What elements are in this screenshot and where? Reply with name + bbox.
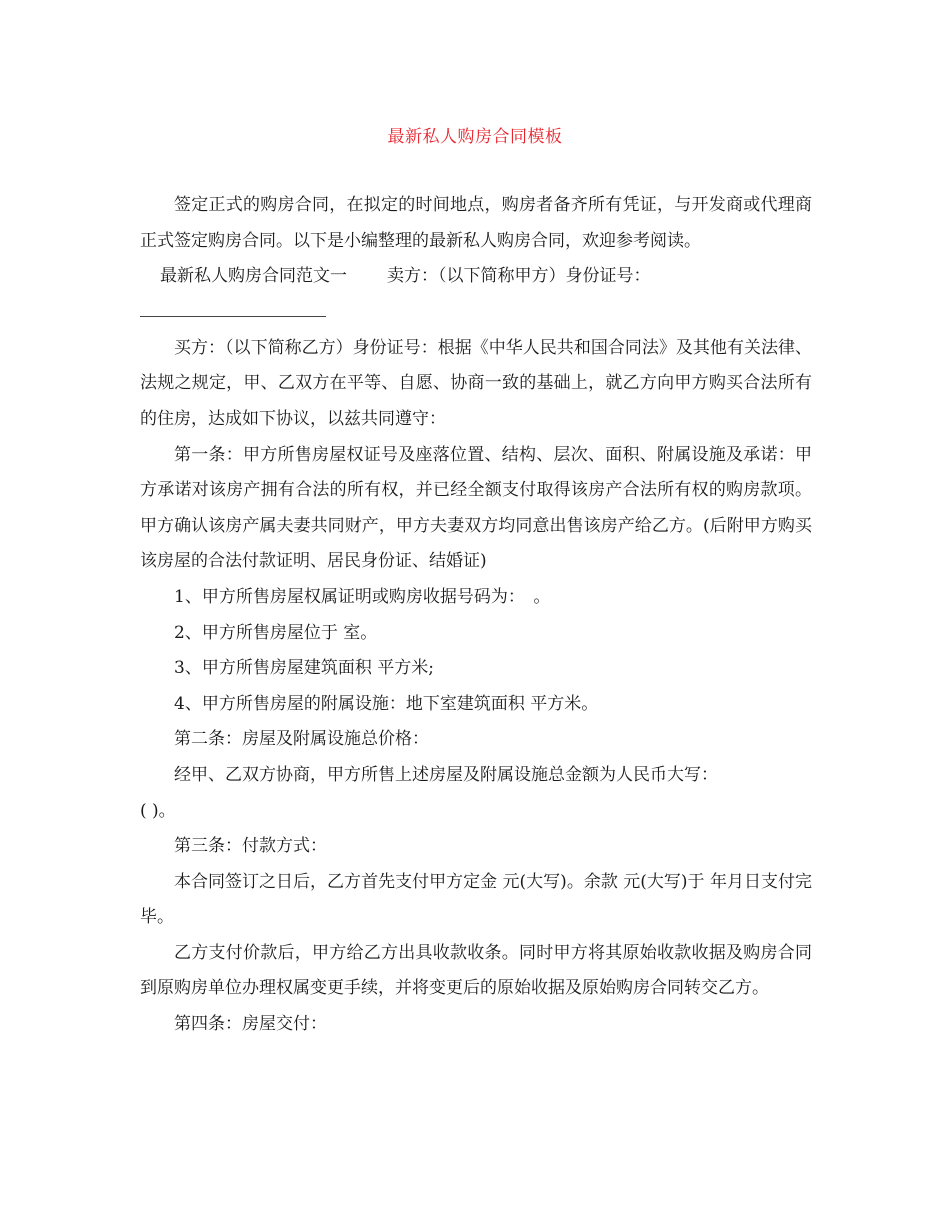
article-3-paragraph: 本合同签订之日后，乙方首先支付甲方定金 元(大写)。余款 元(大写)于 年月日支付完毕。: [140, 871, 812, 928]
document-title: 最新私人购房合同模板: [387, 127, 563, 147]
article-2-paragraph: 经甲、乙双方协商，甲方所售上述房屋及附属设施总金额为人民币大写：: [174, 764, 718, 785]
article-1: 第一条：甲方所售房屋权证号及座落位置、结构、层次、面积、附属设施及承诺：甲方承诺对该房产拥有合法的所有权，并已经全额支付取得该房产合法所有权的购房款项。甲方确认该房产属夫妻共同财产，甲方夫妻双方均同意出售该房产给乙方。(后附甲方购买该房屋的合法付款证明、居民身份证、结婚证): [140, 444, 812, 572]
article-1-item-2: 2、甲方所售房屋位于 室。: [174, 622, 378, 643]
article-2-heading: 第二条：房屋及附属设施总价格：: [174, 729, 429, 750]
article-1-item-1: 1、甲方所售房屋权属证明或购房收据号码为： 。: [174, 586, 551, 607]
article-4-heading: 第四条：房屋交付：: [174, 1014, 327, 1035]
sample-heading-line: [140, 259, 812, 295]
intro-paragraph: 签定正式的购房合同，在拟定的时间地点，购房者备齐所有凭证，与开发商或代理商正式签定购房合同。以下是小编整理的最新私人购房合同，欢迎参考阅读。: [140, 195, 812, 251]
article-2-continuation: ( )。: [140, 800, 176, 821]
signature-blank-line: [140, 316, 326, 317]
buyer-paragraph: 买方：（以下简称乙方）身份证号：根据《中华人民共和国合同法》及其他有关法律、法规之规定，甲、乙双方在平等、自愿、协商一致的基础上，就乙方向甲方购买合法所有的住房，达成如下协议，以兹共同遵守：: [140, 337, 812, 429]
article-1-item-3: 3、甲方所售房屋建筑面积 平方米;: [174, 658, 434, 679]
seller-line: 卖方：（以下简称甲方）身份证号：: [387, 266, 651, 287]
article-1-item-4: 4、甲方所售房屋的附属设施：地下室建筑面积 平方米。: [174, 693, 599, 714]
article-3-paragraph-2: 乙方支付价款后，甲方给乙方出具收款收条。同时甲方将其原始收款收据及购房合同到原购房单位办理权属变更手续，并将变更后的原始收据及原始购房合同转交乙方。: [140, 942, 812, 999]
sample-heading: 最新私人购房合同范文一: [160, 266, 347, 287]
article-3-heading: 第三条：付款方式：: [174, 836, 327, 857]
document-body: [140, 188, 812, 1043]
